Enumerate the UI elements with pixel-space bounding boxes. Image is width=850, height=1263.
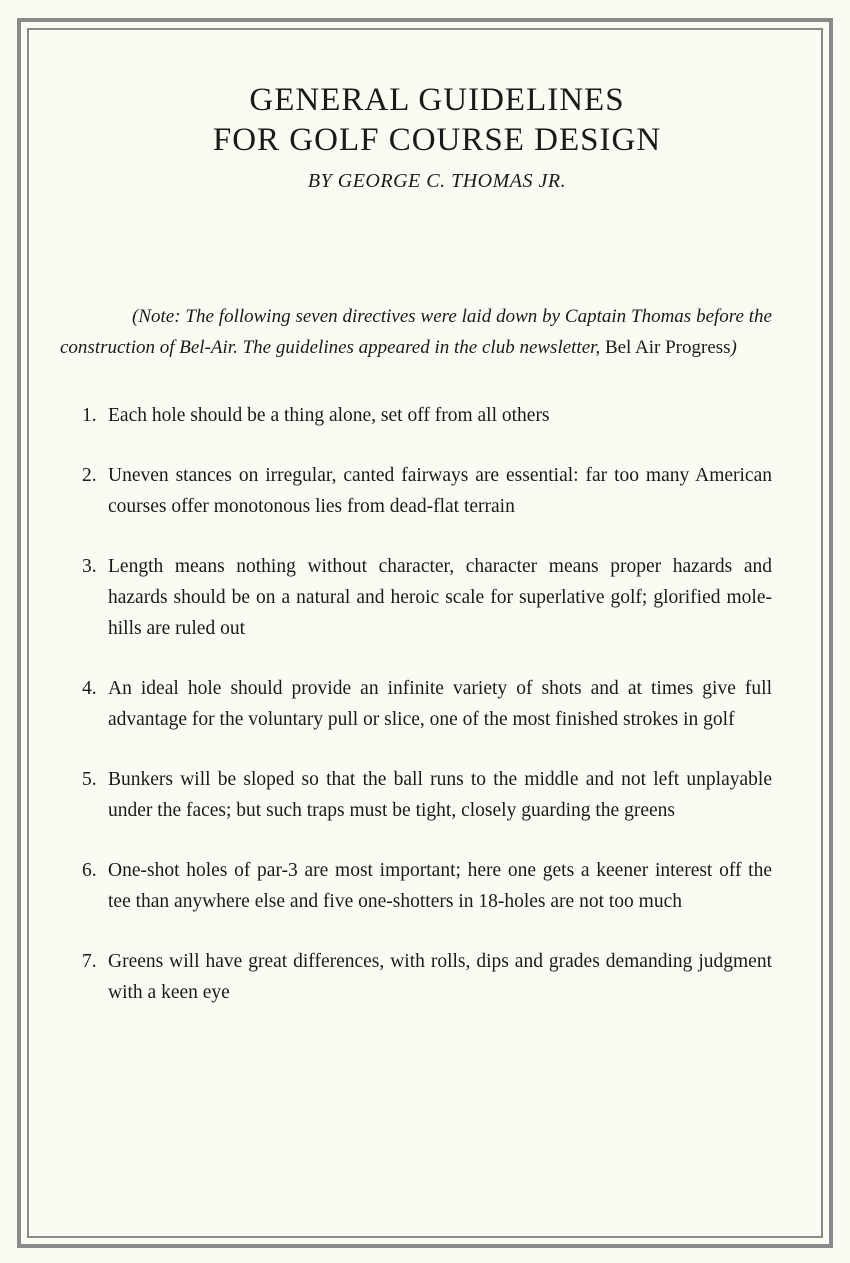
guideline-text: An ideal hole should provide an infinite variety of shots and at times give full advantage for the voluntary pull or slice, one of the most finished strokes in golf: [108, 678, 772, 730]
editor-note: [60, 301, 772, 363]
title-line-1: GENERAL GUIDELINES: [249, 82, 625, 118]
guideline-item: [60, 946, 772, 1008]
guideline-number: 2.: [82, 465, 97, 486]
title-line-2: FOR GOLF COURSE DESIGN: [212, 122, 662, 158]
document-content: [60, 80, 772, 1037]
guideline-number: 3.: [82, 556, 97, 577]
guideline-item: [60, 551, 772, 644]
guideline-item: [60, 400, 772, 431]
guideline-number: 4.: [82, 678, 97, 699]
guideline-text: Bunkers will be sloped so that the ball runs to the middle and not left unplayable under the faces; but such traps must be tight, closely guarding the greens: [108, 769, 772, 821]
guideline-text: Greens will have great differences, with rolls, dips and grades demanding judgment with a keen eye: [108, 951, 772, 1003]
guideline-item: [60, 855, 772, 917]
guideline-number: 7.: [82, 951, 97, 972]
document-title: [102, 80, 772, 160]
guideline-number: 1.: [82, 405, 97, 426]
guidelines-list: [60, 400, 772, 1008]
guideline-item: [60, 460, 772, 522]
guideline-item: [60, 673, 772, 735]
note-closing-paren: ): [730, 337, 737, 358]
guideline-number: 6.: [82, 860, 97, 881]
guideline-item: [60, 764, 772, 826]
guideline-text: Each hole should be a thing alone, set off from all others: [108, 405, 550, 426]
guideline-text: Uneven stances on irregular, canted fairways are essential: far too many American courses offer monotonous lies from dead-flat terrain: [108, 465, 772, 517]
note-italic-text: (Note: The following seven directives were laid down by Captain Thomas before the construction of Bel-Air. The guidelines appeared in the club newsletter,: [60, 306, 772, 358]
guideline-text: One-shot holes of par-3 are most important; here one gets a keener interest off the tee than anywhere else and five one-shotters in 18-holes are not too much: [108, 860, 772, 912]
author-byline: BY GEORGE C. THOMAS JR.: [307, 170, 567, 192]
guideline-text: Length means nothing without character, character means proper hazards and hazards should be on a natural and heroic scale for superlative golf; glorified mole-hills are ruled out: [108, 556, 772, 639]
guideline-number: 5.: [82, 769, 97, 790]
note-publication-name: Bel Air Progress: [600, 337, 731, 358]
